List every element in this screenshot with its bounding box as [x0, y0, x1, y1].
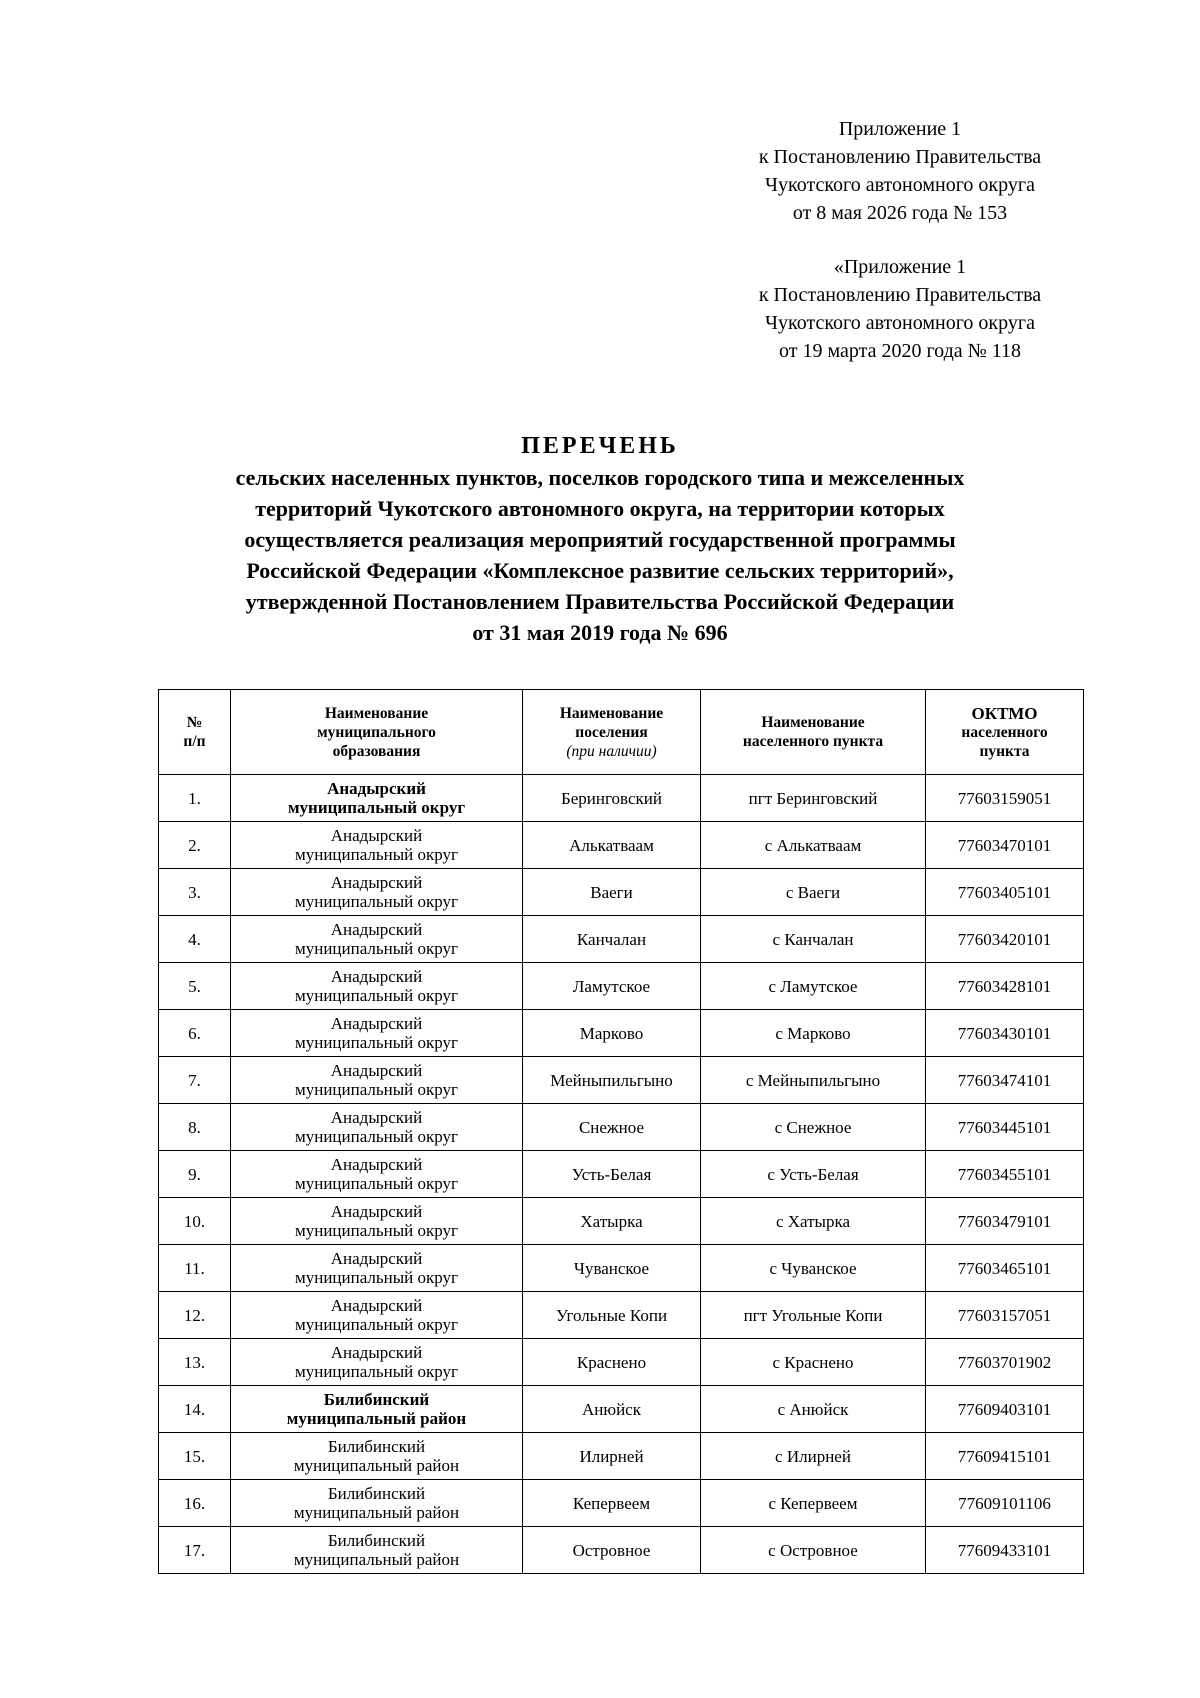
- cell-number: 8.: [159, 1104, 231, 1151]
- annex-original-header: [700, 253, 1100, 365]
- cell-settlement: Усть-Белая: [523, 1151, 701, 1198]
- cell-municipality: [231, 1198, 523, 1245]
- table-row: [159, 869, 1084, 916]
- cell-settlement: Чуванское: [523, 1245, 701, 1292]
- cell-settlement: Алькатваам: [523, 822, 701, 869]
- cell-number: 3.: [159, 869, 231, 916]
- cell-settlement: Канчалан: [523, 916, 701, 963]
- title-line-5: утвержденной Постановлением Правительства Российской Федерации: [245, 589, 955, 614]
- cell-number: 2.: [159, 822, 231, 869]
- annex-current-line-3: Чукотского автономного округа: [765, 174, 1035, 196]
- cell-municipality-line-2: муниципальный округ: [294, 1362, 459, 1381]
- cell-locality: пгт Угольные Копи: [701, 1292, 926, 1339]
- cell-settlement: Мейныпильгыно: [523, 1057, 701, 1104]
- header-oktmo-line-1: ОКТМО: [971, 703, 1038, 723]
- cell-locality: с Чуванское: [701, 1245, 926, 1292]
- cell-municipality: [231, 1151, 523, 1198]
- table-row: [159, 1386, 1084, 1433]
- cell-locality: с Краснено: [701, 1339, 926, 1386]
- cell-locality: с Островное: [701, 1527, 926, 1574]
- cell-settlement: Островное: [523, 1527, 701, 1574]
- cell-municipality-line-2: муниципальный округ: [294, 892, 459, 911]
- cell-municipality-line-2: муниципальный округ: [294, 1315, 459, 1334]
- header-number: [159, 690, 231, 775]
- cell-settlement: Анюйск: [523, 1386, 701, 1433]
- header-locality: [701, 690, 926, 775]
- cell-municipality-line-1: Билибинский: [327, 1437, 426, 1456]
- cell-municipality-line-2: муниципальный округ: [294, 1127, 459, 1146]
- annex-current-line-4: от 8 мая 2026 года № 153: [792, 202, 1008, 224]
- cell-settlement: Ваеги: [523, 869, 701, 916]
- cell-municipality-line-2: муниципальный округ: [294, 1033, 459, 1052]
- cell-municipality-line-1: Анадырский: [330, 1343, 423, 1362]
- annex-original-line-1: «Приложение 1: [833, 256, 967, 278]
- cell-municipality-line-1: Анадырский: [330, 920, 423, 939]
- header-municipality-line-3: образования: [332, 742, 421, 760]
- cell-municipality: [231, 1433, 523, 1480]
- cell-municipality-line-1: Анадырский: [330, 1249, 423, 1268]
- cell-oktmo: 77603159051: [926, 775, 1084, 822]
- title-line-3: осуществляется реализация мероприятий государственной программы: [244, 527, 956, 552]
- cell-settlement: Краснено: [523, 1339, 701, 1386]
- cell-municipality-line-2: муниципальный округ: [294, 1268, 459, 1287]
- cell-oktmo: 77609433101: [926, 1527, 1084, 1574]
- cell-settlement: Беринговский: [523, 775, 701, 822]
- cell-municipality: [231, 963, 523, 1010]
- table-row: [159, 775, 1084, 822]
- annex-original-line-2: к Постановлению Правительства: [758, 284, 1042, 306]
- cell-locality: с Ваеги: [701, 869, 926, 916]
- document-title: [100, 430, 1100, 648]
- title-line-4: Российской Федерации «Комплексное развитие сельских территорий»,: [246, 558, 954, 583]
- cell-oktmo: 77603479101: [926, 1198, 1084, 1245]
- cell-municipality-line-2: муниципальный район: [293, 1456, 460, 1475]
- cell-municipality: [231, 822, 523, 869]
- annex-current-header: [700, 115, 1100, 227]
- table-row: [159, 1339, 1084, 1386]
- cell-number: 14.: [159, 1386, 231, 1433]
- cell-oktmo: 77603701902: [926, 1339, 1084, 1386]
- cell-oktmo: 77609415101: [926, 1433, 1084, 1480]
- cell-oktmo: 77603157051: [926, 1292, 1084, 1339]
- header-settlement: [523, 690, 701, 775]
- header-settlement-line-2: поселения: [575, 723, 648, 741]
- cell-municipality-line-2: муниципальный округ: [294, 845, 459, 864]
- header-municipality: [231, 690, 523, 775]
- cell-number: 9.: [159, 1151, 231, 1198]
- cell-locality: с Мейныпильгыно: [701, 1057, 926, 1104]
- cell-settlement: Хатырка: [523, 1198, 701, 1245]
- table-row: [159, 1245, 1084, 1292]
- cell-municipality-line-1: Анадырский: [330, 826, 423, 845]
- cell-locality: с Кепервеем: [701, 1480, 926, 1527]
- header-oktmo-line-2: населенного: [961, 723, 1048, 741]
- table-row: [159, 1104, 1084, 1151]
- header-locality-line-1: Наименование: [761, 714, 865, 731]
- cell-number: 11.: [159, 1245, 231, 1292]
- cell-number: 1.: [159, 775, 231, 822]
- cell-number: 17.: [159, 1527, 231, 1574]
- cell-municipality-line-1: Анадырский: [330, 1296, 423, 1315]
- cell-oktmo: 77603430101: [926, 1010, 1084, 1057]
- cell-oktmo: 77603470101: [926, 822, 1084, 869]
- cell-number: 4.: [159, 916, 231, 963]
- annex-current-line-1: Приложение 1: [838, 118, 962, 140]
- cell-locality: с Илирней: [701, 1433, 926, 1480]
- cell-municipality-line-2: муниципальный округ: [294, 1221, 459, 1240]
- cell-municipality-line-1: Билибинский: [327, 1484, 426, 1503]
- title-main: ПЕРЕЧЕНЬ: [521, 433, 679, 459]
- table-row: [159, 1292, 1084, 1339]
- cell-municipality-line-2: муниципальный округ: [287, 798, 466, 817]
- table-header-row: [159, 690, 1084, 775]
- cell-number: 7.: [159, 1057, 231, 1104]
- header-number-line-2: п/п: [183, 733, 206, 750]
- cell-municipality: [231, 1339, 523, 1386]
- cell-oktmo: 77603465101: [926, 1245, 1084, 1292]
- cell-oktmo: 77603445101: [926, 1104, 1084, 1151]
- cell-settlement: Илирней: [523, 1433, 701, 1480]
- cell-municipality: [231, 1292, 523, 1339]
- cell-number: 10.: [159, 1198, 231, 1245]
- cell-municipality: [231, 1057, 523, 1104]
- cell-municipality: [231, 1010, 523, 1057]
- cell-municipality: [231, 775, 523, 822]
- cell-municipality: [231, 1386, 523, 1433]
- annex-current-line-2: к Постановлению Правительства: [758, 146, 1042, 168]
- cell-settlement: Снежное: [523, 1104, 701, 1151]
- cell-municipality: [231, 869, 523, 916]
- table-row: [159, 1010, 1084, 1057]
- cell-number: 5.: [159, 963, 231, 1010]
- cell-municipality: [231, 916, 523, 963]
- cell-municipality-line-1: Анадырский: [330, 1108, 423, 1127]
- title-line-6: от 31 мая 2019 года № 696: [472, 620, 728, 645]
- cell-oktmo: 77609101106: [926, 1480, 1084, 1527]
- cell-municipality-line-2: муниципальный район: [293, 1503, 460, 1522]
- cell-oktmo: 77609403101: [926, 1386, 1084, 1433]
- cell-settlement: Кепервеем: [523, 1480, 701, 1527]
- header-settlement-hint: (при наличии): [566, 742, 657, 760]
- cell-oktmo: 77603455101: [926, 1151, 1084, 1198]
- cell-municipality: [231, 1480, 523, 1527]
- cell-municipality-line-2: муниципальный район: [286, 1409, 467, 1428]
- cell-municipality-line-1: Анадырский: [330, 1014, 423, 1033]
- cell-municipality-line-1: Билибинский: [323, 1390, 430, 1409]
- table-row: [159, 1198, 1084, 1245]
- cell-settlement: Ламутское: [523, 963, 701, 1010]
- cell-oktmo: 77603405101: [926, 869, 1084, 916]
- table-row: [159, 1057, 1084, 1104]
- header-locality-line-2: населенного пункта: [742, 733, 884, 750]
- table-row: [159, 1433, 1084, 1480]
- table-row: [159, 1527, 1084, 1574]
- cell-oktmo: 77603474101: [926, 1057, 1084, 1104]
- header-municipality-line-1: Наименование: [324, 704, 429, 722]
- header-settlement-line-1: Наименование: [559, 704, 664, 722]
- title-line-2: территорий Чукотского автономного округа, на территории которых: [255, 496, 945, 521]
- table-row: [159, 916, 1084, 963]
- header-municipality-line-2: муниципального: [317, 723, 436, 741]
- cell-municipality-line-2: муниципальный округ: [294, 986, 459, 1005]
- cell-municipality-line-1: Анадырский: [330, 967, 423, 986]
- cell-municipality-line-1: Анадырский: [330, 1155, 423, 1174]
- settlements-table: [158, 689, 1084, 1574]
- cell-locality: с Снежное: [701, 1104, 926, 1151]
- annex-original-line-3: Чукотского автономного округа: [765, 312, 1035, 334]
- cell-number: 6.: [159, 1010, 231, 1057]
- cell-municipality-line-1: Билибинский: [327, 1531, 426, 1550]
- cell-number: 15.: [159, 1433, 231, 1480]
- cell-municipality-line-2: муниципальный район: [293, 1550, 460, 1569]
- cell-oktmo: 77603420101: [926, 916, 1084, 963]
- cell-number: 12.: [159, 1292, 231, 1339]
- cell-municipality-line-2: муниципальный округ: [294, 1174, 459, 1193]
- title-line-1: сельских населенных пунктов, поселков городского типа и межселенных: [235, 465, 965, 490]
- cell-municipality: [231, 1104, 523, 1151]
- cell-municipality: [231, 1527, 523, 1574]
- cell-municipality-line-1: Анадырский: [327, 779, 426, 798]
- cell-locality: с Ламутское: [701, 963, 926, 1010]
- cell-locality: с Алькатваам: [701, 822, 926, 869]
- annex-original-line-4: от 19 марта 2020 года № 118: [779, 340, 1021, 362]
- cell-municipality: [231, 1245, 523, 1292]
- table-body: [159, 775, 1084, 1574]
- cell-locality: с Канчалан: [701, 916, 926, 963]
- cell-number: 16.: [159, 1480, 231, 1527]
- cell-oktmo: 77603428101: [926, 963, 1084, 1010]
- header-oktmo-line-3: пункта: [979, 742, 1030, 760]
- cell-municipality-line-2: муниципальный округ: [294, 1080, 459, 1099]
- cell-locality: с Марково: [701, 1010, 926, 1057]
- table-row: [159, 1480, 1084, 1527]
- cell-municipality-line-1: Анадырский: [330, 1061, 423, 1080]
- cell-municipality-line-2: муниципальный округ: [294, 939, 459, 958]
- cell-locality: с Усть-Белая: [701, 1151, 926, 1198]
- table-row: [159, 963, 1084, 1010]
- table-row: [159, 822, 1084, 869]
- cell-number: 13.: [159, 1339, 231, 1386]
- cell-municipality-line-1: Анадырский: [330, 1202, 423, 1221]
- cell-locality: пгт Беринговский: [701, 775, 926, 822]
- title-subtitle: [120, 462, 1080, 648]
- cell-locality: с Хатырка: [701, 1198, 926, 1245]
- cell-settlement: Марково: [523, 1010, 701, 1057]
- cell-settlement: Угольные Копи: [523, 1292, 701, 1339]
- table-row: [159, 1151, 1084, 1198]
- cell-locality: с Анюйск: [701, 1386, 926, 1433]
- header-number-line-1: №: [186, 714, 203, 731]
- header-oktmo: [926, 690, 1084, 775]
- cell-municipality-line-1: Анадырский: [330, 873, 423, 892]
